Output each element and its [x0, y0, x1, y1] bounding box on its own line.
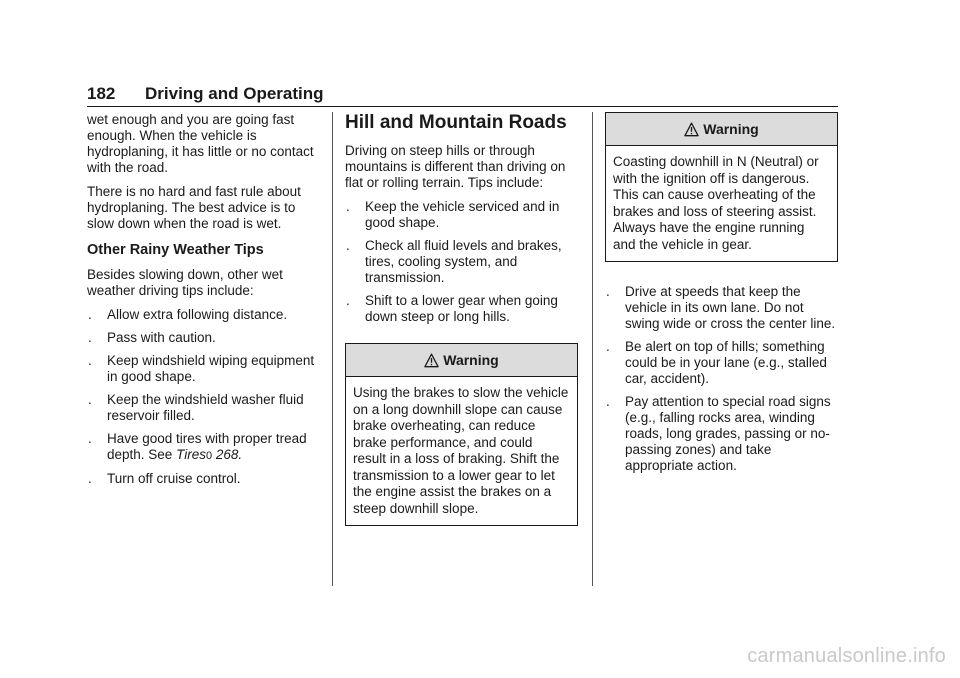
bullet-icon: .: [88, 307, 92, 322]
section-title: Driving and Operating: [145, 84, 324, 103]
bullet-icon: .: [88, 431, 92, 446]
page-number: 182: [87, 84, 116, 103]
bullet-icon: .: [88, 471, 92, 486]
list-item: . Turn off cruise control.: [88, 471, 241, 486]
intro-paragraph-2: There is no hard and fast rule about hydroplaning. The best advice is to slow down when the road is wet.: [87, 184, 301, 231]
list-item: . Drive at speeds that keep the vehicle in its own lane. Do not swing wide or cross the center line.: [606, 284, 836, 331]
tires-page-ref[interactable]: 268.: [215, 447, 243, 462]
hill-tips-list: [345, 199, 578, 325]
list-item: . Keep the windshield washer fluid reservoir filled.: [88, 392, 304, 423]
list-item: . Keep the vehicle serviced and in good shape.: [346, 199, 560, 230]
column-3: [605, 112, 838, 481]
warning-triangle-icon: [684, 122, 699, 137]
list-item: . Shift to a lower gear when going down steep or long hills.: [346, 293, 558, 324]
bullet-icon: .: [606, 339, 610, 354]
warning-title: Warning: [703, 121, 759, 137]
bullet-icon: .: [606, 394, 610, 409]
watermark: carmanualsonline.info: [747, 645, 946, 667]
warning-text: Coasting downhill in N (Neutral) or with the ignition off is dangerous. This can cause overheating of the brakes and loss of steering assist. Always have the engine running and the vehicle in gear.: [613, 154, 819, 252]
tires-link[interactable]: Tires: [176, 447, 206, 462]
list-item: . Pay attention to special road signs (e.g., falling rocks area, winding roads, long grades, passing or no-passing zones) and take appropriate action.: [606, 394, 831, 473]
intro-paragraph-1: wet enough and you are going fast enough. When the vehicle is hydroplaning, it has little or no contact with the road.: [87, 112, 314, 175]
rainy-tips-list: [87, 307, 319, 487]
page-ref-arrow-icon: 0: [205, 450, 213, 462]
column-divider-1: [332, 112, 333, 586]
list-item: . Allow extra following distance.: [88, 307, 288, 322]
bullet-icon: .: [88, 353, 92, 368]
page-header: [87, 84, 838, 107]
bullet-icon: .: [346, 238, 350, 253]
column-1: [87, 112, 319, 494]
bullet-icon: .: [88, 392, 92, 407]
column-2: [345, 112, 578, 540]
section-heading-hill: Hill and Mountain Roads: [345, 112, 567, 133]
warning-text: Using the brakes to slow the vehicle on a long downhill slope can cause brake overheating, can reduce brake performance, and could result in a loss of braking. Shift the transmission to a lower gear to let the engine assist the brakes on a steep downhill slope.: [353, 385, 569, 516]
warning-header: [606, 113, 837, 146]
section-heading-rainy: Other Rainy Weather Tips: [87, 242, 264, 258]
rainy-lead: Besides slowing down, other wet weather driving tips include:: [87, 267, 283, 298]
bullet-icon: .: [346, 199, 350, 214]
column-divider-2: [592, 112, 593, 586]
warning-header: [346, 344, 577, 377]
list-item: . Have good tires with proper tread depth. See Tires0 268.: [88, 431, 307, 462]
warning-box-brakes: [345, 343, 578, 526]
list-item: . Be alert on top of hills; something could be in your lane (e.g., stalled car, accident).: [606, 339, 827, 386]
list-item: . Keep windshield wiping equipment in good shape.: [88, 353, 315, 384]
list-item: . Pass with caution.: [88, 330, 216, 345]
list-item: . Check all fluid levels and brakes, tires, cooling system, and transmission.: [346, 238, 562, 285]
hill-more-tips-list: [605, 284, 838, 474]
hill-intro: Driving on steep hills or through mountains is different than driving on flat or rolling terrain. Tips include:: [345, 143, 566, 190]
bullet-icon: .: [88, 330, 92, 345]
warning-box-coasting: [605, 112, 838, 262]
bullet-icon: .: [346, 293, 350, 308]
warning-title: Warning: [443, 352, 499, 368]
warning-triangle-icon: [424, 353, 439, 368]
bullet-icon: .: [606, 284, 610, 299]
